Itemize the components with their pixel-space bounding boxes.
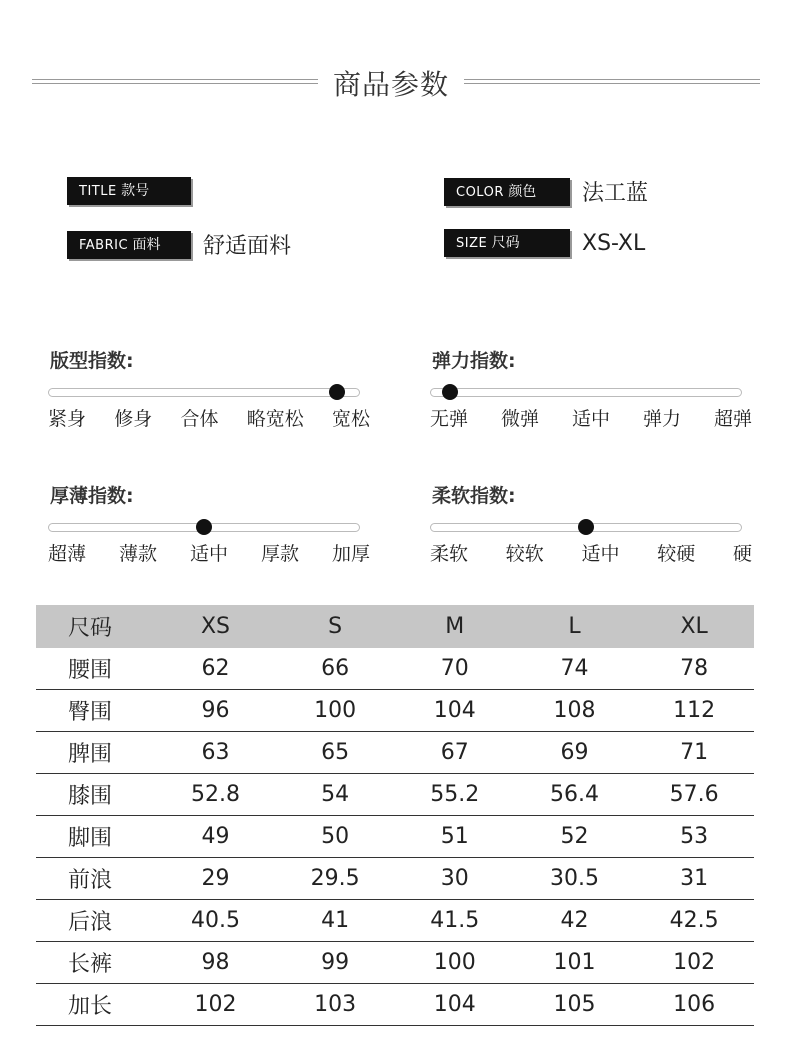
table-cell: 49 (156, 816, 276, 858)
attribute-fabric (67, 229, 291, 260)
size-table (36, 605, 754, 1026)
page-title: 商品参数 (332, 68, 449, 101)
table-cell: 100 (395, 942, 515, 984)
size-tag-en: SIZE (456, 236, 488, 251)
thickness-label: 加厚 (331, 543, 370, 565)
table-cell: 78 (634, 648, 754, 690)
fit-index-labels (48, 404, 370, 431)
table-row (36, 732, 754, 774)
header-divider-left (32, 79, 318, 80)
table-cell: 74 (515, 648, 635, 690)
table-row (36, 648, 754, 690)
thickness-label: 适中 (189, 543, 228, 565)
softness-label: 硬 (732, 543, 752, 565)
title-tag (67, 177, 191, 205)
table-cell: 104 (395, 690, 515, 732)
color-value: 法工蓝 (582, 181, 649, 206)
attribute-size (444, 229, 645, 257)
thickness-label: 厚款 (260, 543, 299, 565)
stretch-label: 无弹 (430, 408, 469, 430)
table-header-cell: L (515, 605, 635, 648)
table-cell: 112 (634, 690, 754, 732)
table-row (36, 816, 754, 858)
table-cell: 53 (634, 816, 754, 858)
table-row (36, 984, 754, 1026)
table-row (36, 690, 754, 732)
table-cell: 长裤 (36, 942, 156, 984)
table-header-cell: M (395, 605, 515, 648)
table-row (36, 858, 754, 900)
table-cell: 42 (515, 900, 635, 942)
table-cell: 55.2 (395, 774, 515, 816)
header-divider-right (464, 79, 760, 80)
thickness-index-title: 厚薄指数: (50, 485, 134, 507)
stretch-index-knob (442, 384, 458, 400)
table-cell: 52 (515, 816, 635, 858)
title-tag-en: TITLE (79, 184, 117, 199)
table-cell: 30.5 (515, 858, 635, 900)
table-cell: 70 (395, 648, 515, 690)
table-cell: 69 (515, 732, 635, 774)
fit-label: 略宽松 (246, 408, 304, 430)
stretch-index-title: 弹力指数: (432, 350, 516, 372)
table-cell: 63 (156, 732, 276, 774)
softness-index-labels (430, 539, 752, 566)
table-cell: 29 (156, 858, 276, 900)
thickness-index (48, 481, 370, 565)
attribute-color (444, 176, 648, 207)
table-cell: 腰围 (36, 648, 156, 690)
stretch-label: 超弹 (713, 408, 752, 430)
table-cell: 后浪 (36, 900, 156, 942)
table-cell: 65 (275, 732, 395, 774)
fit-label: 修身 (114, 408, 153, 430)
thickness-label: 薄款 (118, 543, 157, 565)
table-cell: 67 (395, 732, 515, 774)
softness-label: 适中 (581, 543, 620, 565)
table-row (36, 900, 754, 942)
table-cell: 106 (634, 984, 754, 1026)
softness-label: 较软 (505, 543, 544, 565)
stretch-label: 弹力 (642, 408, 681, 430)
table-cell: 31 (634, 858, 754, 900)
fit-index (48, 346, 370, 430)
table-cell: 54 (275, 774, 395, 816)
fabric-tag (67, 231, 191, 259)
softness-index-track (430, 523, 742, 532)
stretch-index-track (430, 388, 742, 397)
fabric-tag-en: FABRIC (79, 237, 129, 253)
stretch-index (430, 346, 752, 430)
stretch-index-labels (430, 404, 752, 431)
table-header-row (36, 605, 754, 648)
thickness-index-track (48, 523, 360, 532)
table-cell: 30 (395, 858, 515, 900)
color-tag (444, 178, 570, 206)
thickness-label: 超薄 (48, 543, 87, 565)
table-cell: 50 (275, 816, 395, 858)
table-cell: 96 (156, 690, 276, 732)
table-cell: 57.6 (634, 774, 754, 816)
table-cell: 62 (156, 648, 276, 690)
table-cell: 41 (275, 900, 395, 942)
table-header-cell: XS (156, 605, 276, 648)
table-cell: 51 (395, 816, 515, 858)
table-cell: 102 (634, 942, 754, 984)
fit-label: 合体 (180, 408, 219, 430)
table-cell: 40.5 (156, 900, 276, 942)
stretch-label: 微弹 (500, 408, 539, 430)
title-tag-cn: 款号 (121, 183, 150, 199)
table-cell: 脚围 (36, 816, 156, 858)
table-cell: 104 (395, 984, 515, 1026)
table-header-cell: 尺码 (36, 605, 156, 648)
fit-label: 宽松 (331, 408, 370, 430)
table-cell: 56.4 (515, 774, 635, 816)
size-tag (444, 229, 570, 257)
table-cell: 膝围 (36, 774, 156, 816)
table-cell: 42.5 (634, 900, 754, 942)
table-cell: 臀围 (36, 690, 156, 732)
table-cell: 41.5 (395, 900, 515, 942)
size-tag-cn: 尺码 (491, 235, 520, 251)
fit-index-title: 版型指数: (50, 350, 134, 372)
fit-index-knob (329, 384, 345, 400)
table-cell: 脾围 (36, 732, 156, 774)
fit-label: 紧身 (48, 408, 87, 430)
table-cell: 52.8 (156, 774, 276, 816)
attribute-title (67, 177, 203, 205)
softness-index-knob (578, 519, 594, 535)
table-row (36, 774, 754, 816)
table-cell: 99 (275, 942, 395, 984)
size-value: XS-XL (582, 230, 646, 256)
fit-index-track (48, 388, 360, 397)
table-cell: 101 (515, 942, 635, 984)
softness-label: 较硬 (657, 543, 696, 565)
softness-index-title: 柔软指数: (432, 485, 516, 507)
color-tag-cn: 颜色 (508, 183, 537, 200)
table-cell: 加长 (36, 984, 156, 1026)
softness-index (430, 481, 752, 565)
table-cell: 105 (515, 984, 635, 1026)
table-cell: 66 (275, 648, 395, 690)
thickness-index-labels (48, 539, 370, 566)
table-cell: 100 (275, 690, 395, 732)
fabric-tag-cn: 面料 (132, 236, 161, 253)
table-cell: 29.5 (275, 858, 395, 900)
table-cell: 103 (275, 984, 395, 1026)
table-row (36, 942, 754, 984)
fabric-value: 舒适面料 (203, 234, 292, 259)
softness-label: 柔软 (430, 543, 469, 565)
table-cell: 102 (156, 984, 276, 1026)
table-cell: 前浪 (36, 858, 156, 900)
thickness-index-knob (196, 519, 212, 535)
table-cell: 71 (634, 732, 754, 774)
table-cell: 108 (515, 690, 635, 732)
table-cell: 98 (156, 942, 276, 984)
color-tag-en: COLOR (456, 184, 504, 200)
stretch-label: 适中 (571, 408, 610, 430)
table-header-cell: XL (634, 605, 754, 648)
table-header-cell: S (275, 605, 395, 648)
